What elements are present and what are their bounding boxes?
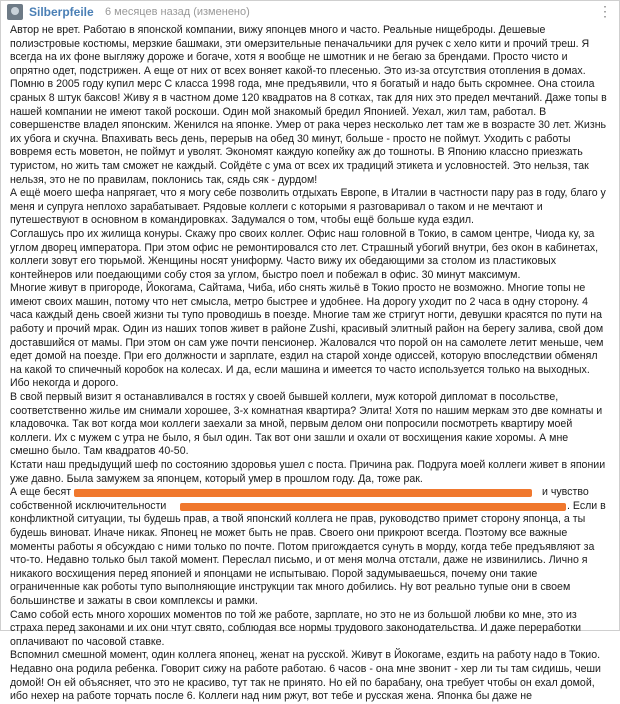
redacted-line-2 [10, 500, 608, 514]
comment-paragraph: Соглашусь про их жилища конуры. Скажу про своих коллег. Офис наш головной в Токио, в самом центре, Чиода ку, за углом дворец императора. При этом офис не ремонтировался сто лет. Страшный убогий внутри, без окон в кабинетах, коллеги зовут его тюрьмой. Женщины носят униформу. Часто вижу их обедающими за столом из пластиковых контейнеров или поедающими собу стоя за углом, быстро поел и побежал в офис. 30 минут максимум. [10, 227, 599, 281]
redacted-line2-prefix: собственной исключительности [10, 499, 167, 512]
redacted-prefix: А еще бесят [10, 486, 72, 499]
comment-header [7, 4, 613, 22]
comment-paragraph: Само собой есть много хороших моментов по той же работе, зарплате, но это не из большой любви ко мне, это из страха перед законами и их они чтут свято, соблюдая все нормы трудового законодательства. И даже переработки оплачивают по часовой ставке. [10, 608, 581, 648]
comment-paragraph: А ещё моего шефа напрягает, что я могу себе позволить отдыхать Европе, в Италии в частности пару раз в году, благо у меня и супруга неплохо зарабатывает. Рядовые коллеги с которыми я разговаривал о таком и не мечтают и путешествуют в основном в командировках. Задумался о том, чтобы ещё больше куда ездил. [10, 187, 606, 227]
redacted-line2-suffix: . Если в [567, 499, 606, 512]
comment-paragraph: В свой первый визит я останавливался в гостях у своей бывшей коллеги, муж которой дипломат в посольстве, соответственно жилье им снимали хорошее, 3-х комнатная квартира? Элита! Хотя по нашим меркам это две комнаты и кладовочка. Так вот когда мои коллеги заехали за мной, первым делом они попросили посмотреть квартиру моей коллеги. Их с мужем с утра не было, я был один. Так вот они зашли и охали от восхищения какие хоромы. А мне смешно было. Там квадратов 40-50. [10, 391, 603, 458]
comment-paragraph: Автор не врет. Работаю в японской компании, вижу японцев много и часто. Реальные нищеброды. Дешевые полиэстровые костюмы, мерзкие башмаки, эти омерзительные пеначальчики для ручек с хело кити и прочий треш. Я всегда на их фоне выгляжу дороже и богаче, хотя я вообще не шмотник и не бегаю за брендами. Просто чисто и опрятно одет, подстрижен. А еще от них от всех воняет какой-то плесенью. Это из-за отсутствия отопления в домах. Помню в 2005 году купил мерс С класса 1998 года, мне предъявили, что я богатый и надо быть скромнее. Она стоила сраных 8 штук баксов! Живу я в частном доме 120 квадратов на 8 сотках, так для них это предел мечтаний. Даже топы в нашей компании не имеют такой роскоши. Один мой знакомый бредил Японией. Уехал, жил там, работал. В совершенстве владел японским. Женился на японке. Умер от рака через несколько лет там же в возрасте 30 лет. Жизнь их убога и скучна. Впахивать весь день, перерыв на обед 30 минут, больше - просто не поймут. Уходить с работы вовремя есть моветон, не поймут и уволят. Экономят каждую копейку аж до тошноты. В Японию классно приезжать туристом, но жить там сможет не каждый. Сойдёте с ума от всех их традиций этикета и условностей. Это нельзя, так нельзя, это не по правилам, поклонись так, сядь сяк - дурдом! [10, 24, 607, 186]
comment-timestamp: 6 месяцев назад (изменено) [105, 6, 250, 18]
comment-paragraph: конфликтной ситуации, ты будешь прав, а твой японский коллега не прав, руководство примет сторону японца, а ты будешь виноват. Иначе никак. Японец не может быть не прав. Своего они прикроют всегда. Поэтому все важные моменты работы я обсуждаю с ними только по почте. Потом пригождается сунуть в морду, когда тебе предъявляют за что-то. Недавно только был такой момент. Переслал письмо, и от меня молча отстали, даже не извинились. Лично я никакого восхищения перед японией и японцами не испытываю. Порой задумываешься, почему они такие ограниченные как роботы тупо выполняющие инструкции так много добились. Ну вот реально тупые они в своем большинстве и зажаты в свои комплексы и рамки. [10, 513, 595, 607]
comment-paragraph: Вспомнил смешной момент, один коллега японец, женат на русской. Живут в Йокогаме, ездить на работу надо в Токио. Недавно она родила ребенка. Говорит сижу на работе работаю. 6 часов - она мне звонит - хер ли ты там сидишь, чеши домой! Он ей объясняет, что это не красиво, тут так не принято. Но ей по барабану, она требует чтобы он ехал домой, ибо нехер на работе торчать после 6. Коллеги над ним ржут, вот тебе и русская жена. Японка бы даже не [10, 649, 601, 703]
redacted-line-1 [10, 486, 608, 500]
author-name[interactable]: Silberpfeile [29, 5, 94, 19]
more-dots-icon[interactable]: ⋮ [598, 3, 611, 19]
comment-paragraph: Кстати наш предыдущий шеф по состоянию здоровья ушел с поста. Причина рак. Подруга моей коллеги живет в японии уже давно. Была замужем за японцем, который умер в прошлом году. Да, тоже рак. [10, 459, 606, 485]
comment-body [10, 24, 608, 704]
redaction-bar [180, 503, 566, 511]
avatar[interactable] [7, 4, 23, 20]
redaction-bar [74, 489, 532, 497]
comment-paragraph: Многие живут в пригороде, Йокогама, Сайтама, Чиба, ибо снять жильё в Токио просто не возможно. Многие топы не имеют своих машин, потому что нет смысла, метро быстрее и удобнее. На дорогу уходит по 2 часа в одну сторону. 4 часа каждый день своей жизни ты тупо проводишь в поезде. Многие там же стригут ногти, девушки красятся по пути на работу и прочий мрак. Один из наших топов живет в районе Zushi, красивый элитный район на берегу залива, свой дом доставшийся от мамы. При этом он сам уже почти пенсионер. Жаловался что порой он на самолете летит меньше, чем едет домой на поезде. При его должности и зарплате, ездил на старой хонде одиссей, которую впоследствии обменял на какой то спичечный коробок на колесах. И да, если машина и имеется то часто используется только на выходных. Ибо некогда и дорого. [10, 282, 604, 390]
redacted-suffix: и чувство [542, 486, 589, 499]
